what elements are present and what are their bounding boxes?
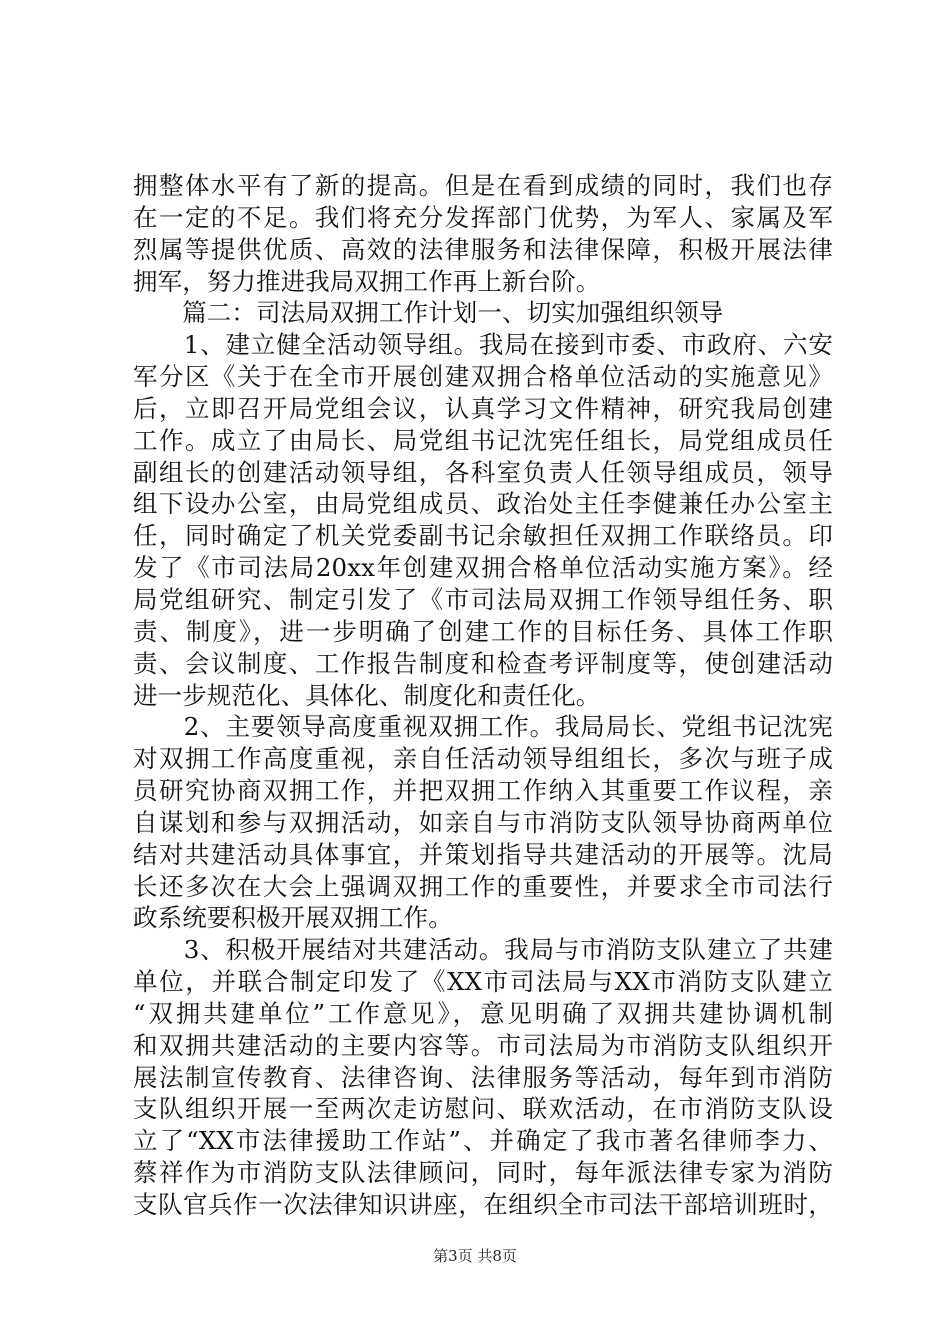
text-line: 蔡祥作为市消防支队法律顾问，同时，每年派法律专家为消防 [133,1158,833,1188]
text-line: 员研究协商双拥工作，并把双拥工作纳入其重要工作议程，亲 [133,776,833,806]
text-line: 3、积极开展结对共建活动。我局与市消防支队建立了共建 [133,935,833,965]
text-line: 后，立即召开局党组会议，认真学习文件精神，研究我局创建 [133,393,833,423]
text-line: 局党组研究、制定引发了《市司法局双拥工作领导组任务、职 [133,584,833,614]
text-line: 拥军，努力推进我局双拥工作再上新台阶。 [133,266,601,296]
text-line: 任，同时确定了机关党委副书记余敏担任双拥工作联络员。印 [133,521,833,551]
text-line: 自谋划和参与双拥活动，如亲自与市消防支队领导协商两单位 [133,807,833,837]
text-line: 政系统要积极开展双拥工作。 [133,903,453,933]
text-line: 和双拥共建活动的主要内容等。市司法局为市消防支队组织开 [133,1030,833,1060]
text-line: 结对共建活动具体事宜，并策划指导共建活动的开展等。沈局 [133,839,833,869]
text-line: 1、建立健全活动领导组。我局在接到市委、市政府、六安 [133,330,833,360]
text-line: 组下设办公室，由局党组成员、政治处主任李健兼任办公室主 [133,489,833,519]
text-line: 对双拥工作高度重视，亲自任活动领导组组长，多次与班子成 [133,744,833,774]
text-line: 篇二：司法局双拥工作计划一、切实加强组织领导 [133,298,724,328]
text-line: 军分区《关于在全市开展创建双拥合格单位活动的实施意见》 [133,362,833,392]
text-line: 展法制宣传教育、法律咨询、法律服务等活动，每年到市消防 [133,1062,833,1092]
text-line: 支队组织开展一至两次走访慰问、联欢活动，在市消防支队设 [133,1094,833,1124]
text-line: 发了《市司法局20xx年创建双拥合格单位活动实施方案》。经 [133,553,833,583]
text-line: 在一定的不足。我们将充分发挥部门优势，为军人、家属及军 [133,202,833,232]
text-line: 支队官兵作一次法律知识讲座，在组织全市司法干部培训班时， [133,1190,833,1219]
text-line: 拥整体水平有了新的提高。但是在看到成绩的同时，我们也存 [133,171,833,200]
text-line: 2、主要领导高度重视双拥工作。我局局长、党组书记沈宪 [133,712,833,742]
text-line: 副组长的创建活动领导组，各科室负责人任领导组成员，领导 [133,457,833,487]
text-line: 责、会议制度、工作报告制度和检查考评制度等，使创建活动 [133,648,833,678]
document-body [133,170,833,1221]
text-line: 责、制度》，进一步明确了创建工作的目标任务、具体工作职 [133,616,833,646]
text-line: 长还多次在大会上强调双拥工作的重要性，并要求全市司法行 [133,871,833,901]
page-footer: 第3页 共8页 [433,1247,517,1265]
text-line: 进一步规范化、具体化、制度化和责任化。 [133,680,601,710]
text-line: “双拥共建单位”工作意见》，意见明确了双拥共建协调机制 [133,998,833,1028]
text-line: 工作。成立了由局长、局党组书记沈宪任组长，局党组成员任 [133,425,833,455]
text-line: 立了“XX市法律援助工作站”、并确定了我市著名律师李力、 [133,1126,833,1156]
text-line: 单位，并联合制定印发了《XX市司法局与XX市消防支队建立 [133,967,833,997]
text-line: 烈属等提供优质、高效的法律服务和法律保障，积极开展法律 [133,234,833,264]
